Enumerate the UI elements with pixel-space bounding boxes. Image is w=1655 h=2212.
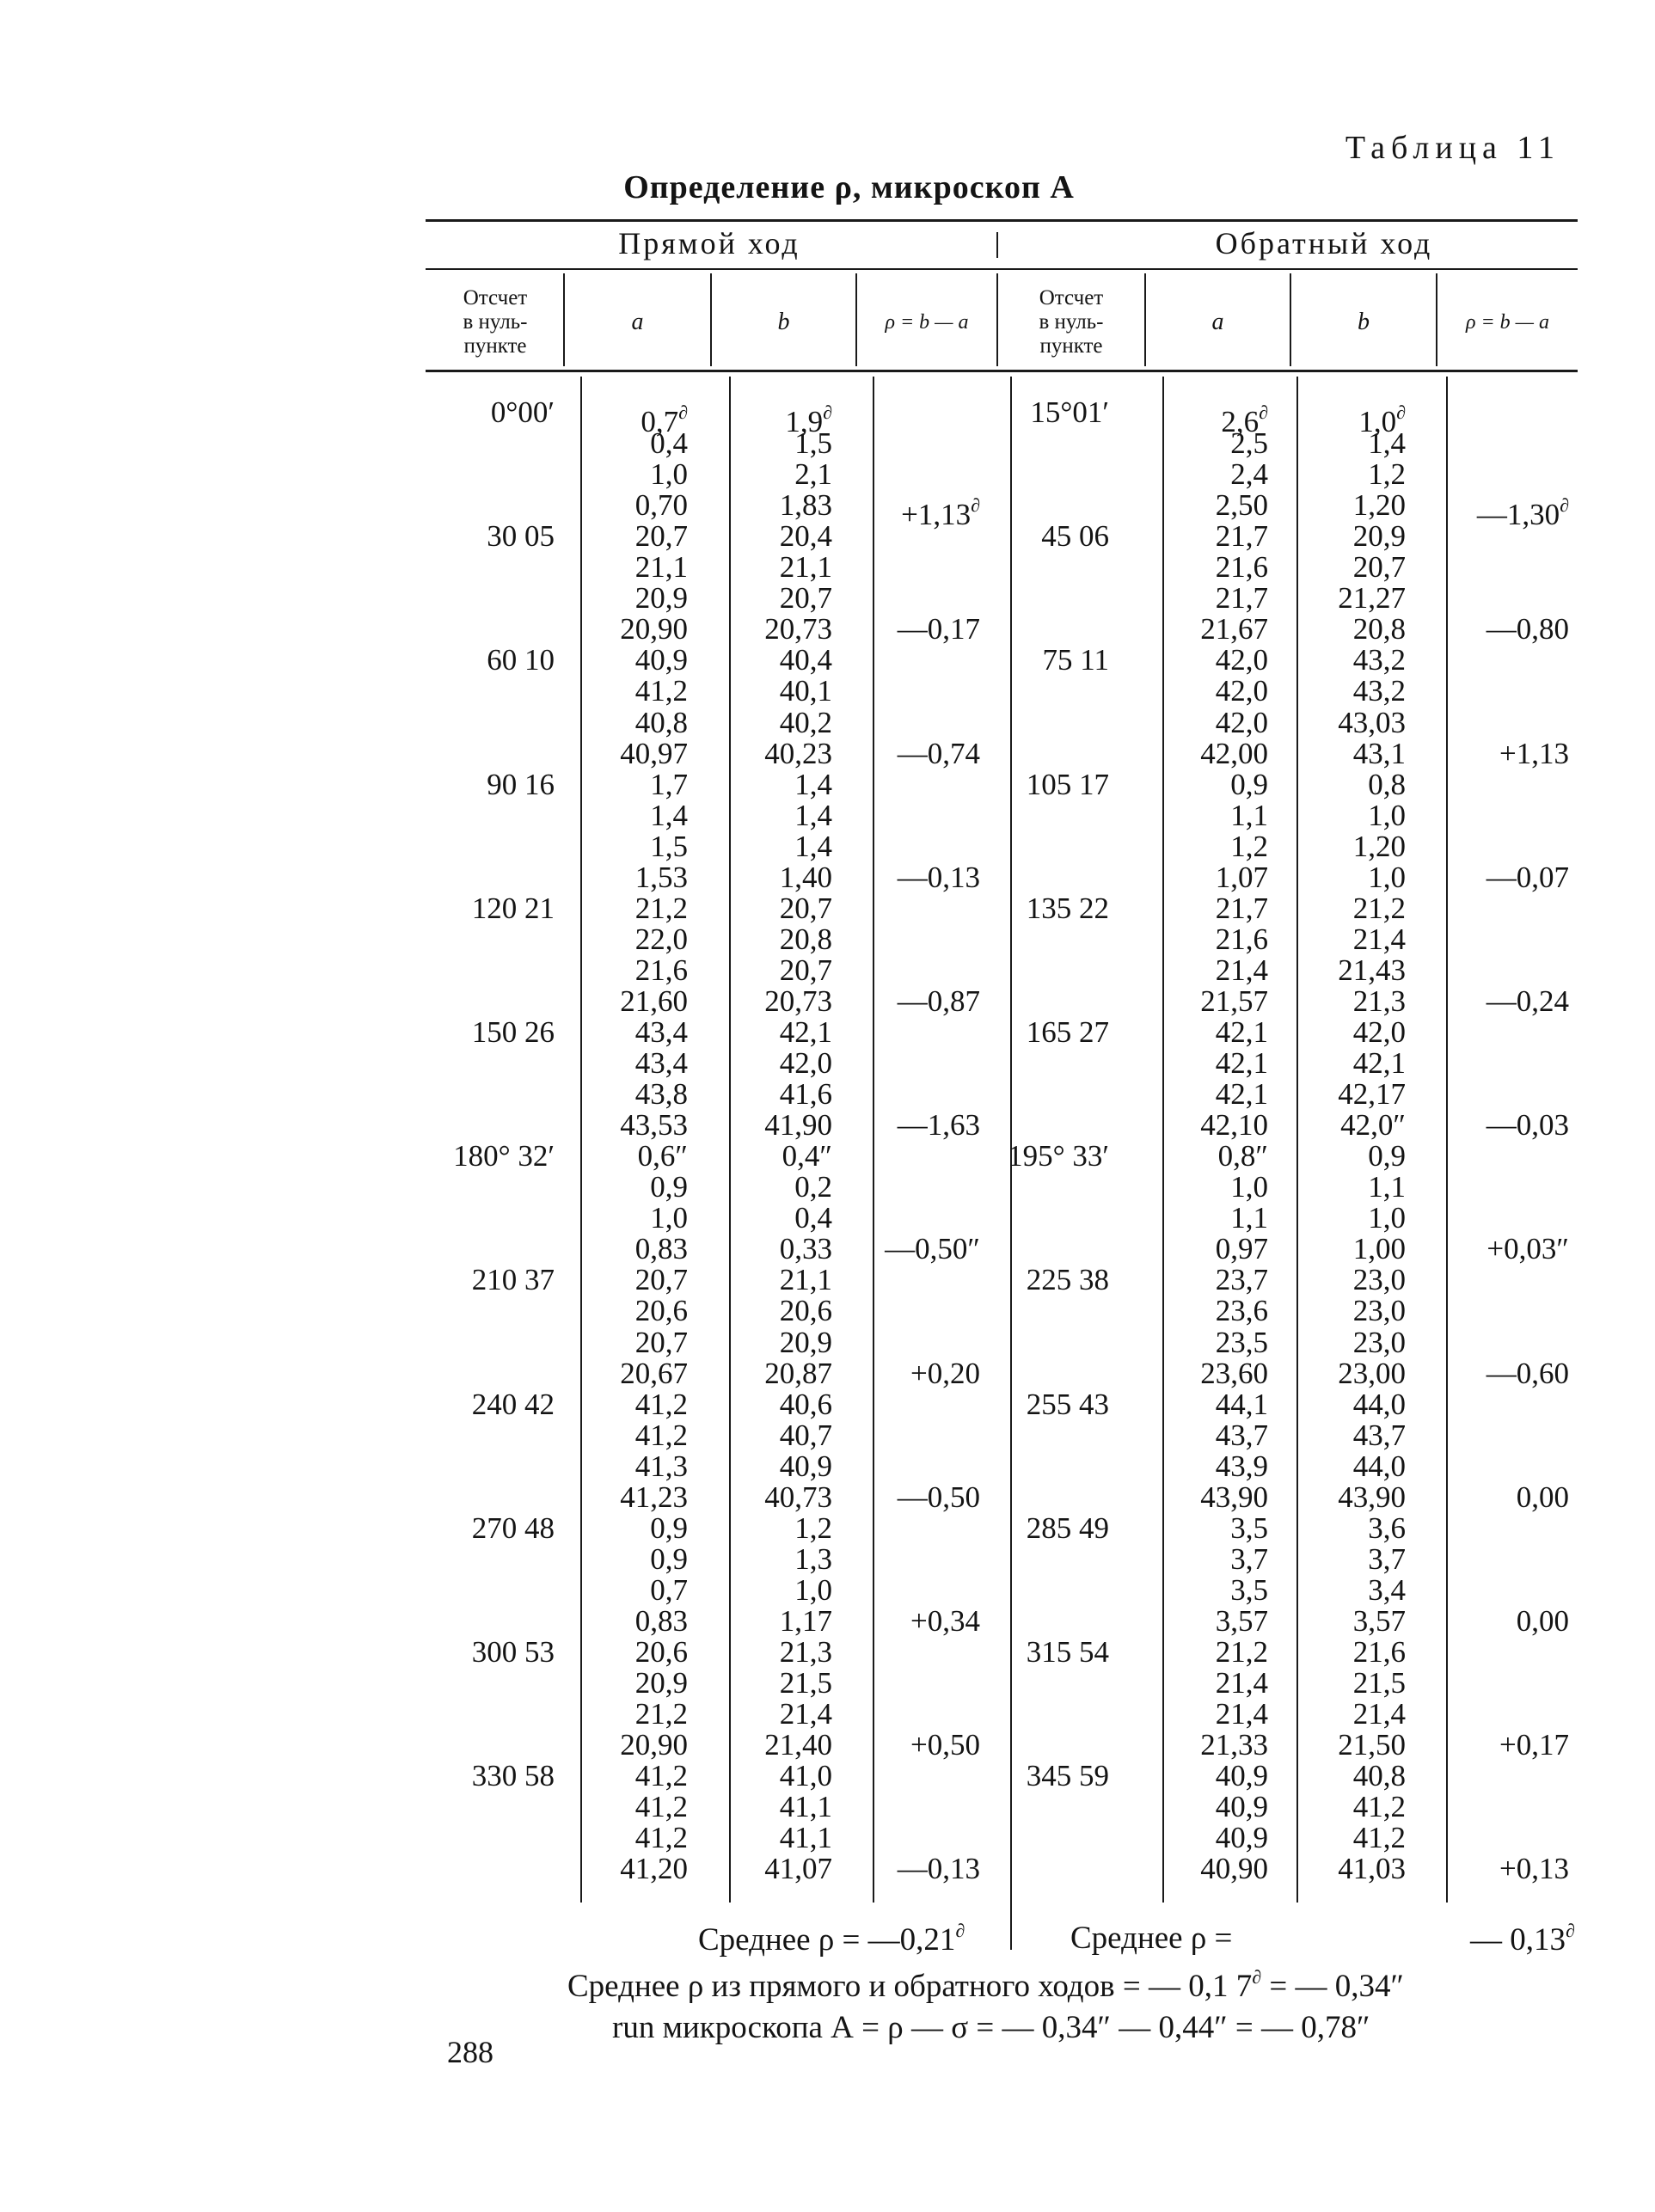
reverse-reading-cell: 135 22: [1026, 891, 1109, 925]
forward-reading-cell: 150 26: [471, 1015, 555, 1049]
reverse-a-cell: 21,7: [1215, 581, 1268, 616]
forward-b-cell: 1,9∂: [785, 401, 832, 438]
superscript-mark: ∂: [1396, 401, 1406, 423]
forward-b-cell: 1,4: [794, 798, 832, 832]
table-label: Таблица 11: [1345, 130, 1560, 166]
reverse-a-cell: 42,0: [1215, 705, 1268, 739]
forward-rho-cell: —0,17: [897, 612, 980, 646]
reverse-a-cell: 21,6: [1215, 922, 1268, 956]
top-rule: [426, 219, 1578, 222]
reverse-average-value: — 0,13∂: [1470, 1920, 1575, 1958]
forward-a-cell: 41,2: [634, 1387, 688, 1421]
reverse-a-cell: 44,1: [1215, 1387, 1268, 1421]
forward-a-cell: 0,7: [650, 1572, 688, 1607]
forward-rho-cell: —0,74: [897, 736, 980, 770]
forward-a-cell: 21,60: [620, 983, 688, 1018]
reverse-reading-cell: 45 06: [1041, 519, 1109, 554]
forward-a-cell: 20,6: [634, 1294, 688, 1328]
forward-b-cell: 0,33: [779, 1232, 832, 1266]
forward-a-cell: 0,9: [650, 1541, 688, 1576]
body-divider: [580, 377, 582, 1903]
forward-a-cell: 20,7: [634, 1325, 688, 1359]
reverse-a-cell: 21,33: [1200, 1728, 1268, 1762]
superscript-mark: ∂: [823, 401, 832, 423]
reverse-b-cell: 44,0: [1352, 1449, 1406, 1483]
forward-b-cell: 20,73: [764, 612, 832, 646]
reverse-b-cell: 1,0∂: [1358, 401, 1406, 438]
forward-rho-cell: —0,50: [897, 1480, 980, 1514]
reverse-b-cell: 42,1: [1352, 1046, 1406, 1081]
forward-reading-cell: 210 37: [471, 1263, 555, 1297]
forward-a-cell: 21,1: [634, 550, 688, 585]
reverse-b-cell: 23,0: [1352, 1294, 1406, 1328]
forward-b-cell: 40,73: [764, 1480, 832, 1514]
reverse-a-cell: 21,7: [1215, 891, 1268, 925]
forward-a-cell: 41,2: [634, 674, 688, 708]
forward-b-cell: 41,0: [779, 1759, 832, 1793]
table-title: Определение ρ, микроскоп А: [623, 169, 1075, 205]
reverse-reading-cell: 225 38: [1026, 1263, 1109, 1297]
reverse-b-cell: 23,0: [1352, 1325, 1406, 1359]
superscript-mark: ∂: [1566, 1920, 1575, 1941]
reverse-a-cell: 40,90: [1200, 1852, 1268, 1886]
forward-b-cell: 41,1: [779, 1821, 832, 1855]
forward-a-cell: 20,9: [634, 1666, 688, 1700]
forward-b-cell: 20,7: [779, 953, 832, 987]
forward-a-cell: 1,4: [650, 798, 688, 832]
reverse-a-cell: 1,0: [1230, 1170, 1268, 1204]
forward-rho-cell: +1,13∂: [901, 494, 980, 532]
reverse-reading-cell: 315 54: [1026, 1635, 1109, 1669]
forward-a-cell: 0,83: [634, 1232, 688, 1266]
reverse-a-cell: 0,9: [1230, 767, 1268, 801]
forward-b-cell: 1,0: [794, 1572, 832, 1607]
reverse-b-cell: 41,03: [1338, 1852, 1406, 1886]
col-head-reverse-b: b: [1358, 309, 1370, 335]
superscript-mark: ∂: [678, 401, 688, 423]
forward-b-cell: 40,2: [779, 705, 832, 739]
forward-b-cell: 40,23: [764, 736, 832, 770]
reverse-a-cell: 3,7: [1230, 1541, 1268, 1576]
reverse-b-cell: 1,20: [1352, 829, 1406, 863]
forward-b-cell: 20,87: [764, 1356, 832, 1390]
reverse-b-cell: 1,0: [1368, 860, 1406, 894]
reverse-rho-cell: —1,30∂: [1476, 494, 1569, 532]
forward-b-cell: 0,2: [794, 1170, 832, 1204]
reverse-a-cell: 42,1: [1215, 1015, 1268, 1049]
reverse-b-cell: 1,20: [1352, 488, 1406, 523]
reverse-a-cell: 40,9: [1215, 1790, 1268, 1824]
reverse-b-cell: 41,2: [1352, 1790, 1406, 1824]
reverse-b-cell: 44,0: [1352, 1387, 1406, 1421]
reverse-reading-cell: 195° 33′: [1008, 1139, 1109, 1173]
reverse-b-cell: 43,2: [1352, 674, 1406, 708]
forward-a-cell: 40,8: [634, 705, 688, 739]
reverse-b-cell: 43,90: [1338, 1480, 1406, 1514]
forward-b-cell: 42,0: [779, 1046, 832, 1081]
reverse-a-cell: 3,5: [1230, 1572, 1268, 1607]
forward-b-cell: 42,1: [779, 1015, 832, 1049]
forward-b-cell: 21,1: [779, 550, 832, 585]
reverse-rho-cell: +0,03″: [1486, 1232, 1569, 1266]
forward-rho-cell: —0,87: [897, 983, 980, 1018]
forward-a-cell: 1,0: [650, 1201, 688, 1235]
reverse-b-cell: 21,2: [1352, 891, 1406, 925]
reverse-a-cell: 43,9: [1215, 1449, 1268, 1483]
reverse-b-cell: 1,4: [1368, 426, 1406, 461]
reverse-a-cell: 23,6: [1215, 1294, 1268, 1328]
reverse-a-cell: 0,97: [1215, 1232, 1268, 1266]
forward-rho-cell: +0,50: [910, 1728, 980, 1762]
forward-reading-cell: 240 42: [471, 1387, 555, 1421]
forward-a-cell: 1,7: [650, 767, 688, 801]
forward-rho-cell: —0,13: [897, 1852, 980, 1886]
reverse-rho-cell: +0,17: [1499, 1728, 1569, 1762]
header-rule: [426, 370, 1578, 372]
forward-a-cell: 41,23: [620, 1480, 688, 1514]
reverse-b-cell: 21,27: [1338, 581, 1406, 616]
reverse-a-cell: 1,1: [1230, 798, 1268, 832]
forward-a-cell: 41,2: [634, 1790, 688, 1824]
body-divider: [729, 377, 731, 1903]
forward-a-cell: 21,2: [634, 891, 688, 925]
forward-b-cell: 1,4: [794, 829, 832, 863]
reverse-a-cell: 21,6: [1215, 550, 1268, 585]
superscript-mark: ∂: [1560, 494, 1569, 517]
forward-b-cell: 1,2: [794, 1510, 832, 1545]
forward-reading-cell: 30 05: [487, 519, 555, 554]
group-divider: [996, 232, 998, 258]
forward-a-cell: 43,53: [620, 1108, 688, 1143]
col-head-reverse-rho: ρ = b — a: [1465, 311, 1550, 334]
reverse-a-cell: 43,90: [1200, 1480, 1268, 1514]
reverse-b-cell: 0,9: [1368, 1139, 1406, 1173]
forward-a-cell: 0,83: [634, 1603, 688, 1638]
forward-rho-cell: +0,20: [910, 1356, 980, 1390]
forward-reading-cell: 90 16: [487, 767, 555, 801]
forward-b-cell: 40,1: [779, 674, 832, 708]
summary-line-2: run микроскопа А = ρ — σ = — 0,34″ — 0,44″ = — 0,78″: [612, 2010, 1370, 2045]
summary-line-1: Среднее ρ из прямого и обратного ходов = — 0,1 7∂ = — 0,34″: [567, 1966, 1404, 2004]
forward-a-cell: 0,9: [650, 1510, 688, 1545]
forward-b-cell: 20,7: [779, 891, 832, 925]
forward-b-cell: 41,90: [764, 1108, 832, 1143]
reverse-b-cell: 21,43: [1338, 953, 1406, 987]
reverse-a-cell: 43,7: [1215, 1418, 1268, 1452]
reverse-b-cell: 41,2: [1352, 1821, 1406, 1855]
reverse-a-cell: 42,0: [1215, 674, 1268, 708]
group-rule: [426, 268, 1578, 270]
forward-a-cell: 20,7: [634, 1263, 688, 1297]
forward-a-cell: 43,4: [634, 1015, 688, 1049]
forward-a-cell: 43,8: [634, 1077, 688, 1112]
reverse-a-cell: 1,07: [1215, 860, 1268, 894]
forward-reading-cell: 180° 32′: [453, 1139, 555, 1173]
forward-b-cell: 0,4″: [782, 1139, 832, 1173]
reverse-a-cell: 21,4: [1215, 1666, 1268, 1700]
reverse-group-header: Обратный ход: [1215, 226, 1433, 260]
forward-rho-cell: —1,63: [897, 1108, 980, 1143]
col-head-forward-reading: Отсчет в нуль- пункте: [463, 286, 528, 358]
reverse-a-cell: 23,7: [1215, 1263, 1268, 1297]
reverse-a-cell: 2,5: [1230, 426, 1268, 461]
forward-b-cell: 21,40: [764, 1728, 832, 1762]
reverse-reading-cell: 285 49: [1026, 1510, 1109, 1545]
forward-b-cell: 20,6: [779, 1294, 832, 1328]
forward-a-cell: 43,4: [634, 1046, 688, 1081]
reverse-reading-cell: 165 27: [1026, 1015, 1109, 1049]
forward-average: Среднее ρ = —0,21∂: [698, 1920, 965, 1958]
forward-b-cell: 21,5: [779, 1666, 832, 1700]
reverse-a-cell: 42,0: [1215, 643, 1268, 677]
reverse-a-cell: 3,57: [1215, 1603, 1268, 1638]
forward-rho-cell: +0,34: [910, 1603, 980, 1638]
forward-a-cell: 41,2: [634, 1759, 688, 1793]
forward-b-cell: 20,8: [779, 922, 832, 956]
forward-rho-cell: —0,50″: [885, 1232, 980, 1266]
forward-b-cell: 1,5: [794, 426, 832, 461]
forward-b-cell: 20,4: [779, 519, 832, 554]
forward-b-cell: 40,7: [779, 1418, 832, 1452]
forward-b-cell: 21,3: [779, 1635, 832, 1669]
forward-a-cell: 41,3: [634, 1449, 688, 1483]
reverse-b-cell: 21,6: [1352, 1635, 1406, 1669]
reverse-b-cell: 42,17: [1338, 1077, 1406, 1112]
reverse-b-cell: 23,00: [1338, 1356, 1406, 1390]
superscript-mark: ∂: [1259, 401, 1268, 423]
forward-b-cell: 40,6: [779, 1387, 832, 1421]
reverse-a-cell: 42,10: [1200, 1108, 1268, 1143]
body-divider: [873, 377, 874, 1903]
forward-b-cell: 41,6: [779, 1077, 832, 1112]
reverse-rho-cell: 0,00: [1516, 1603, 1569, 1638]
reverse-a-cell: 40,9: [1215, 1759, 1268, 1793]
reverse-b-cell: 21,50: [1338, 1728, 1406, 1762]
reverse-b-cell: 1,0: [1368, 1201, 1406, 1235]
forward-a-cell: 0,9: [650, 1170, 688, 1204]
reverse-rho-cell: +1,13: [1499, 736, 1569, 770]
forward-b-cell: 20,73: [764, 983, 832, 1018]
body-divider: [1296, 377, 1298, 1903]
superscript-mark: ∂: [955, 1920, 965, 1941]
reverse-b-cell: 43,2: [1352, 643, 1406, 677]
forward-a-cell: 0,70: [634, 488, 688, 523]
reverse-b-cell: 0,8: [1368, 767, 1406, 801]
forward-b-cell: 40,4: [779, 643, 832, 677]
forward-a-cell: 0,7∂: [641, 401, 688, 438]
reverse-average-label: Среднее ρ =: [1070, 1921, 1233, 1956]
reverse-reading-cell: 15°01′: [1030, 395, 1109, 429]
reverse-a-cell: 21,4: [1215, 953, 1268, 987]
forward-a-cell: 22,0: [634, 922, 688, 956]
forward-reading-cell: 60 10: [487, 643, 555, 677]
reverse-b-cell: 23,0: [1352, 1263, 1406, 1297]
reverse-b-cell: 43,03: [1338, 705, 1406, 739]
forward-a-cell: 20,90: [620, 612, 688, 646]
forward-a-cell: 41,2: [634, 1418, 688, 1452]
reverse-a-cell: 40,9: [1215, 1821, 1268, 1855]
reverse-b-cell: 20,9: [1352, 519, 1406, 554]
forward-a-cell: 20,9: [634, 581, 688, 616]
reverse-rho-cell: —0,07: [1486, 860, 1569, 894]
forward-b-cell: 20,7: [779, 581, 832, 616]
reverse-a-cell: 1,2: [1230, 829, 1268, 863]
reverse-a-cell: 23,60: [1200, 1356, 1268, 1390]
body-divider: [1446, 377, 1448, 1903]
reverse-rho-cell: +0,13: [1499, 1852, 1569, 1886]
forward-a-cell: 1,0: [650, 457, 688, 492]
reverse-reading-cell: 75 11: [1042, 643, 1109, 677]
forward-b-cell: 20,9: [779, 1325, 832, 1359]
reverse-a-cell: 42,1: [1215, 1077, 1268, 1112]
forward-a-cell: 0,4: [650, 426, 688, 461]
reverse-b-cell: 3,4: [1368, 1572, 1406, 1607]
forward-reading-cell: 0°00′: [490, 395, 555, 429]
reverse-a-cell: 3,5: [1230, 1510, 1268, 1545]
reverse-rho-cell: —0,60: [1486, 1356, 1569, 1390]
superscript-mark: ∂: [971, 494, 980, 517]
reverse-a-cell: 42,00: [1200, 736, 1268, 770]
reverse-a-cell: 21,67: [1200, 612, 1268, 646]
reverse-b-cell: 40,8: [1352, 1759, 1406, 1793]
reverse-a-cell: 21,2: [1215, 1635, 1268, 1669]
forward-a-cell: 41,2: [634, 1821, 688, 1855]
forward-b-cell: 1,17: [779, 1603, 832, 1638]
reverse-b-cell: 21,4: [1352, 922, 1406, 956]
reverse-reading-cell: 105 17: [1026, 767, 1109, 801]
reverse-rho-cell: —0,80: [1486, 612, 1569, 646]
forward-group-header: Прямой ход: [618, 226, 800, 260]
forward-b-cell: 0,4: [794, 1201, 832, 1235]
forward-b-cell: 1,3: [794, 1541, 832, 1576]
reverse-a-cell: 21,57: [1200, 983, 1268, 1018]
reverse-rho-cell: —0,24: [1486, 983, 1569, 1018]
col-head-forward-b: b: [777, 309, 790, 335]
reverse-b-cell: 3,6: [1368, 1510, 1406, 1545]
reverse-b-cell: 43,7: [1352, 1418, 1406, 1452]
reverse-rho-cell: —0,03: [1486, 1108, 1569, 1143]
forward-b-cell: 1,4: [794, 767, 832, 801]
reverse-b-cell: 3,7: [1368, 1541, 1406, 1576]
reverse-b-cell: 1,00: [1352, 1232, 1406, 1266]
forward-reading-cell: 330 58: [471, 1759, 555, 1793]
reverse-a-cell: 42,1: [1215, 1046, 1268, 1081]
reverse-b-cell: 42,0″: [1340, 1108, 1406, 1143]
forward-a-cell: 20,6: [634, 1635, 688, 1669]
reverse-b-cell: 43,1: [1352, 736, 1406, 770]
reverse-rho-cell: 0,00: [1516, 1480, 1569, 1514]
forward-b-cell: 1,40: [779, 860, 832, 894]
reverse-b-cell: 20,8: [1352, 612, 1406, 646]
forward-a-cell: 1,53: [634, 860, 688, 894]
forward-a-cell: 20,67: [620, 1356, 688, 1390]
forward-reading-cell: 120 21: [471, 891, 555, 925]
reverse-b-cell: 1,2: [1368, 457, 1406, 492]
forward-b-cell: 2,1: [794, 457, 832, 492]
reverse-a-cell: 21,4: [1215, 1697, 1268, 1731]
forward-a-cell: 21,2: [634, 1697, 688, 1731]
forward-a-cell: 21,6: [634, 953, 688, 987]
forward-a-cell: 20,7: [634, 519, 688, 554]
superscript-mark: ∂: [1252, 1966, 1262, 1988]
reverse-b-cell: 1,1: [1368, 1170, 1406, 1204]
forward-a-cell: 0,6″: [637, 1139, 688, 1173]
forward-b-cell: 21,4: [779, 1697, 832, 1731]
forward-reading-cell: 300 53: [471, 1635, 555, 1669]
forward-rho-cell: —0,13: [897, 860, 980, 894]
reverse-reading-cell: 345 59: [1026, 1759, 1109, 1793]
col-head-reverse-a: a: [1211, 309, 1224, 335]
col-head-reverse-reading: Отсчет в нуль- пункте: [1039, 286, 1104, 358]
page-number: 288: [447, 2035, 493, 2069]
col-head-forward-a: a: [631, 309, 644, 335]
reverse-b-cell: 21,4: [1352, 1697, 1406, 1731]
reverse-b-cell: 42,0: [1352, 1015, 1406, 1049]
reverse-reading-cell: 255 43: [1026, 1387, 1109, 1421]
reverse-b-cell: 20,7: [1352, 550, 1406, 585]
reverse-b-cell: 21,5: [1352, 1666, 1406, 1700]
reverse-a-cell: 2,50: [1215, 488, 1268, 523]
body-divider: [1162, 377, 1164, 1903]
forward-reading-cell: 270 48: [471, 1510, 555, 1545]
reverse-a-cell: 1,1: [1230, 1201, 1268, 1235]
reverse-b-cell: 1,0: [1368, 798, 1406, 832]
reverse-a-cell: 21,7: [1215, 519, 1268, 554]
reverse-a-cell: 0,8″: [1217, 1139, 1268, 1173]
forward-b-cell: 41,1: [779, 1790, 832, 1824]
reverse-b-cell: 3,57: [1352, 1603, 1406, 1638]
forward-a-cell: 40,9: [634, 643, 688, 677]
reverse-a-cell: 2,6∂: [1221, 401, 1268, 438]
forward-a-cell: 20,90: [620, 1728, 688, 1762]
forward-a-cell: 40,97: [620, 736, 688, 770]
forward-b-cell: 41,07: [764, 1852, 832, 1886]
forward-a-cell: 1,5: [650, 829, 688, 863]
forward-b-cell: 40,9: [779, 1449, 832, 1483]
reverse-a-cell: 23,5: [1215, 1325, 1268, 1359]
col-head-forward-rho: ρ = b — a: [885, 311, 969, 334]
reverse-a-cell: 2,4: [1230, 457, 1268, 492]
forward-b-cell: 21,1: [779, 1263, 832, 1297]
forward-a-cell: 41,20: [620, 1852, 688, 1886]
reverse-b-cell: 21,3: [1352, 983, 1406, 1018]
forward-b-cell: 1,83: [779, 488, 832, 523]
